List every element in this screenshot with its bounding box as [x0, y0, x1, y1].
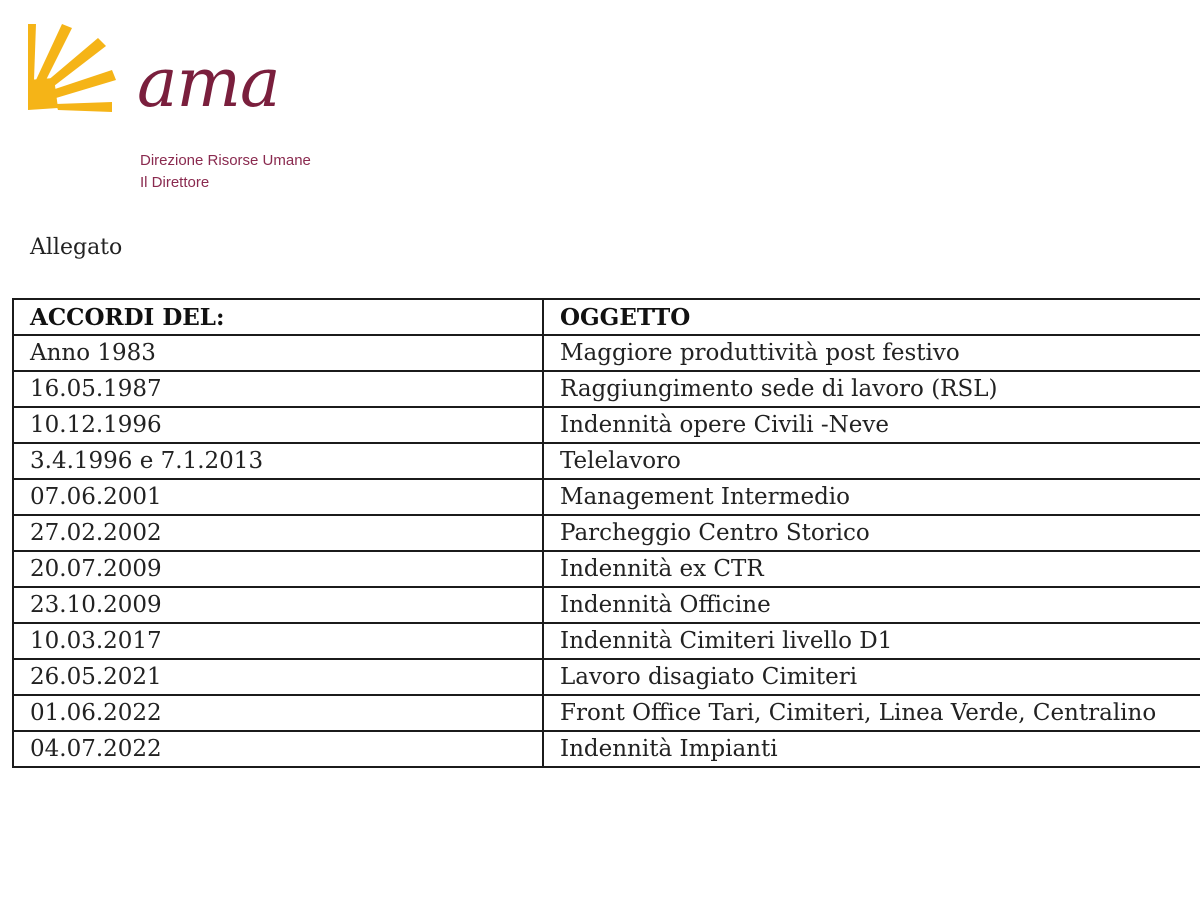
agreements-table-container	[12, 298, 1200, 768]
agreement-date-cell: 04.07.2022	[13, 731, 543, 767]
table-row	[13, 587, 1200, 623]
agreement-date-cell: 01.06.2022	[13, 695, 543, 731]
ama-logo	[24, 20, 324, 123]
agreement-subject-cell: Indennità Impianti	[543, 731, 1200, 767]
director-title: Il Direttore	[140, 174, 210, 191]
table-row	[13, 623, 1200, 659]
table-row	[13, 371, 1200, 407]
agreement-date-cell: 16.05.1987	[13, 371, 543, 407]
table-row	[13, 479, 1200, 515]
agreement-subject-cell: Raggiungimento sede di lavoro (RSL)	[543, 371, 1200, 407]
table-row	[13, 731, 1200, 767]
column-header-date: ACCORDI DEL:	[13, 299, 543, 335]
agreement-subject-cell: Indennità ex CTR	[543, 551, 1200, 587]
agreement-subject-cell: Management Intermedio	[543, 479, 1200, 515]
table-row	[13, 515, 1200, 551]
agreement-date-cell: 10.03.2017	[13, 623, 543, 659]
document-heading: Allegato	[30, 235, 123, 260]
logo-wordmark: ama	[137, 44, 280, 123]
table-header-row	[13, 299, 1200, 335]
table-row	[13, 659, 1200, 695]
table-row	[13, 443, 1200, 479]
table-body	[13, 335, 1200, 767]
table-row	[13, 407, 1200, 443]
agreement-subject-cell: Indennità Cimiteri livello D1	[543, 623, 1200, 659]
table-row	[13, 551, 1200, 587]
agreements-table	[12, 298, 1200, 768]
agreement-date-cell: 23.10.2009	[13, 587, 543, 623]
sun-rays-icon	[24, 20, 134, 120]
agreement-date-cell: 07.06.2001	[13, 479, 543, 515]
agreement-date-cell: 3.4.1996 e 7.1.2013	[13, 443, 543, 479]
agreement-date-cell: Anno 1983	[13, 335, 543, 371]
table-row	[13, 335, 1200, 371]
agreement-subject-cell: Indennità Officine	[543, 587, 1200, 623]
agreement-date-cell: 27.02.2002	[13, 515, 543, 551]
column-header-subject: OGGETTO	[543, 299, 1200, 335]
agreement-subject-cell: Maggiore produttività post festivo	[543, 335, 1200, 371]
department-signature	[140, 150, 311, 194]
agreement-subject-cell: Front Office Tari, Cimiteri, Linea Verde, Centralino	[543, 695, 1200, 731]
agreement-date-cell: 10.12.1996	[13, 407, 543, 443]
agreement-subject-cell: Parcheggio Centro Storico	[543, 515, 1200, 551]
agreement-date-cell: 20.07.2009	[13, 551, 543, 587]
table-row	[13, 695, 1200, 731]
agreement-subject-cell: Indennità opere Civili -Neve	[543, 407, 1200, 443]
agreement-subject-cell: Lavoro disagiato Cimiteri	[543, 659, 1200, 695]
agreement-date-cell: 26.05.2021	[13, 659, 543, 695]
agreement-subject-cell: Telelavoro	[543, 443, 1200, 479]
department-name: Direzione Risorse Umane	[140, 152, 311, 169]
